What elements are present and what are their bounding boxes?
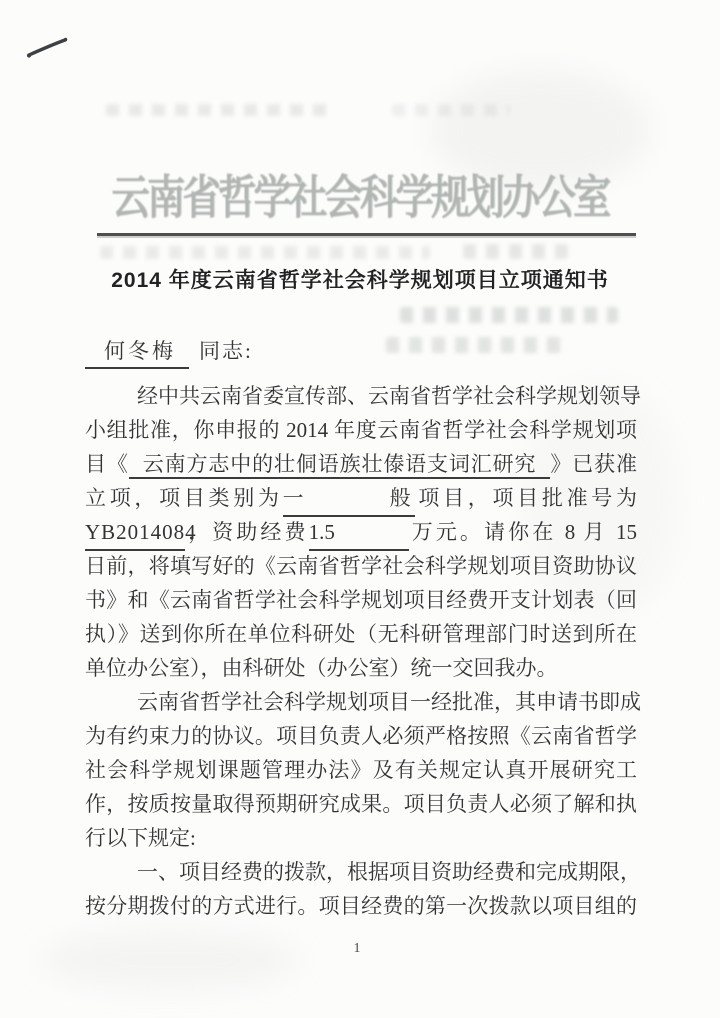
project-title-field: 云南方志中的壮侗语族壮傣语支词汇研究 xyxy=(129,452,551,479)
approval-number-field: YB2014084 xyxy=(85,515,185,551)
body-segment: 万元。请你在 8 月 15 xyxy=(408,520,638,544)
body-line: 书》和《云南省哲学社会科学规划项目经费开支计划表（回 xyxy=(85,588,637,612)
salutation-line xyxy=(85,336,253,369)
letterhead-rule xyxy=(97,233,636,236)
body-line: 单位办公室），由科研处（办公室）统一交回我办。 xyxy=(85,656,558,680)
body-line: 行以下规定: xyxy=(85,826,196,850)
bleed-through-smudge xyxy=(106,104,331,116)
pen-mark xyxy=(20,30,80,70)
body-line: 按分期拨付的方式进行。项目经费的第一次拨款以项目组的 xyxy=(85,894,637,918)
body-segment: 立项，项目类别为 xyxy=(85,486,283,510)
body-line: 社会科学规划课题管理办法》及有关规定认真开展研究工 xyxy=(85,758,637,782)
bleed-through-smudge xyxy=(463,244,568,259)
recipient-name: 何冬梅 xyxy=(85,336,189,369)
body-text xyxy=(85,379,641,923)
body-segment: 》已获准 xyxy=(550,452,638,476)
body-segment: ，资助经费 xyxy=(185,520,309,544)
salutation-suffix: 同志: xyxy=(199,339,253,363)
body-line: 日前，将填写好的《云南省哲学社会科学规划项目资助协议 xyxy=(85,554,637,578)
body-line: 执）》送到你所在单位科研处（无科研管理部门时送到所在 xyxy=(85,622,637,646)
document-title: 2014 年度云南省哲学社会科学规划项目立项通知书 xyxy=(111,269,609,292)
bleed-through-smudge xyxy=(392,104,510,116)
body-line xyxy=(85,481,637,515)
letterhead-office-name: 云南省哲学社会科学规划办公室 xyxy=(111,173,609,225)
body-line xyxy=(85,515,637,549)
body-line: 云南省哲学社会科学规划项目一经批准，其申请书即成 xyxy=(137,690,641,714)
body-segment: 项目，项目批准号为 xyxy=(414,486,638,510)
bleed-through-smudge xyxy=(400,307,618,323)
funding-amount-field: 1.5 xyxy=(309,515,409,551)
project-category-field: 一般 xyxy=(283,481,415,517)
body-line xyxy=(85,447,637,481)
scan-artifact xyxy=(40,930,300,990)
body-segment: 目《 xyxy=(85,452,129,476)
bleed-through-smudge xyxy=(386,337,568,353)
body-line: 为有约束力的协议。项目负责人必须严格按照《云南省哲学 xyxy=(85,724,637,748)
body-line: 小组批准，你申报的 2014 年度云南省哲学社会科学规划项 xyxy=(85,418,637,442)
body-line: 作，按质按量取得预期研究成果。项目负责人必须了解和执 xyxy=(85,792,637,816)
bleed-through-smudge xyxy=(100,246,430,259)
body-line: 一、项目经费的拨款，根据项目资助经费和完成期限， xyxy=(137,860,641,884)
body-line: 经中共云南省委宣传部、云南省哲学社会科学规划领导 xyxy=(137,384,641,408)
page-number: 1 xyxy=(353,941,361,956)
